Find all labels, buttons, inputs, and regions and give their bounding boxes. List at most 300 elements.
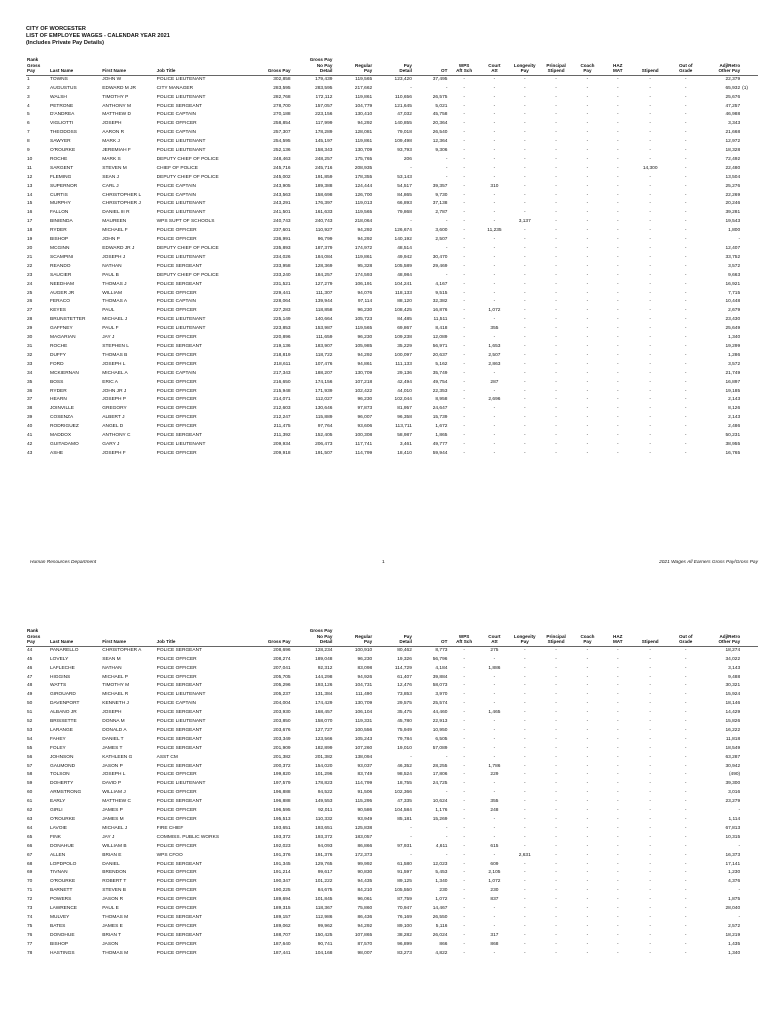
cell-principal-stipend: - (555, 148, 557, 154)
cell-job-title: POLICE SERGEANT (156, 433, 202, 439)
cell-rank: 36 (27, 388, 33, 394)
cell-gross-no-detail: 118,858 (315, 308, 333, 314)
col-header-line: Gross (27, 62, 41, 68)
cell-rank: 5 (27, 112, 30, 118)
cell-stipend: - (649, 754, 651, 760)
cell-adj-retro: 30,321 (725, 683, 741, 689)
cell-pay-detail: 47,032 (397, 112, 412, 118)
cell-wps-aft-sch: - (463, 701, 465, 707)
cell-longevity-pay: - (523, 674, 526, 680)
cell-court-att: 355 (490, 326, 499, 332)
cell-court-att: - (493, 674, 496, 680)
table-row (26, 343, 758, 352)
cell-regular-pay: 107,865 (354, 932, 373, 938)
cell-haz-mat: - (616, 415, 619, 421)
cell-out-of-grade: - (684, 763, 687, 769)
cell-gross-no-detail: 206,473 (315, 441, 333, 447)
cell-out-of-grade: - (684, 174, 687, 180)
cell-job-title: POLICE LIEUTENANT (156, 201, 206, 207)
cell-gross-pay: 231,521 (273, 281, 291, 287)
cell-note (741, 763, 758, 772)
cell-haz-mat: - (616, 85, 619, 91)
cell-note (741, 388, 758, 397)
col-header-wps-aft-sch (448, 57, 479, 75)
cell-longevity-pay: - (523, 825, 526, 831)
cell-gross-no-detail: 145,197 (315, 139, 333, 145)
cell-pay-detail: - (410, 165, 412, 171)
cell-gross-pay: 214,071 (273, 397, 291, 403)
cell-gross-pay: 189,315 (273, 906, 291, 912)
cell-gross-no-detail: 131,384 (315, 692, 333, 698)
table-row (26, 878, 758, 887)
col-header-line: No Pay (316, 62, 333, 68)
cell-gross-no-detail: 183,907 (315, 343, 333, 349)
cell-job-title: POLICE OFFICER (156, 897, 197, 903)
cell-note (741, 852, 758, 861)
cell-rank: 31 (27, 343, 33, 349)
cell-adj-retro: 1,230 (728, 870, 741, 876)
cell-court-att: - (493, 950, 496, 956)
cell-out-of-grade: - (684, 433, 687, 439)
cell-first-name: EDWARD M JR (102, 85, 136, 91)
cell-rank: 43 (27, 450, 33, 456)
cell-note (741, 298, 758, 307)
cell-court-att: - (493, 415, 496, 421)
cell-rank: 20 (27, 246, 33, 251)
col-header-line: Gross (27, 633, 41, 639)
cell-last-name: MCGINN (50, 246, 70, 251)
cell-adj-retro: 1,340 (728, 950, 741, 956)
cell-gross-no-detail: 94,522 (317, 790, 333, 796)
cell-last-name: BATES (50, 923, 66, 929)
cell-gross-no-detail: 101,296 (315, 772, 333, 778)
cell-adj-retro: 9,488 (728, 674, 741, 680)
cell-first-name: ANTHONY C (102, 433, 131, 439)
cell-gross-no-detail: 130,646 (315, 406, 333, 412)
cell-pay-detail: 80,462 (397, 647, 412, 653)
cell-gross-pay: 191,214 (273, 870, 291, 876)
cell-regular-pay: 83,749 (357, 772, 373, 778)
cell-haz-mat: - (616, 923, 619, 929)
cell-job-title: POLICE OFFICER (156, 817, 197, 822)
table-row (26, 325, 758, 334)
cell-job-title: POLICE CAPTAIN (156, 299, 197, 305)
cell-longevity-pay: - (523, 754, 526, 760)
cell-coach-pay: - (586, 424, 589, 430)
table-row (26, 174, 758, 183)
col-header-ot (413, 628, 449, 646)
cell-rank: 26 (27, 299, 33, 305)
col-header-first-name (101, 57, 155, 75)
cell-out-of-grade: - (684, 736, 687, 742)
cell-note (741, 843, 758, 852)
cell-pay-detail: - (410, 85, 412, 91)
cell-gross-pay: 189,157 (273, 914, 291, 920)
table-row (26, 192, 758, 201)
report-subtitle: (Includes Private Pay Details) (26, 40, 105, 46)
cell-court-att: 609 (490, 861, 499, 867)
cell-regular-pay: 119,331 (355, 719, 373, 725)
cell-job-title: POLICE LIEUTENANT (156, 139, 206, 145)
cell-stipend: - (649, 790, 651, 796)
wages-table (26, 628, 758, 959)
cell-coach-pay: - (586, 228, 589, 234)
cell-stipend: - (649, 406, 651, 412)
cell-haz-mat: - (616, 370, 619, 376)
col-header-line: Detail (399, 639, 412, 645)
cell-first-name: DANIEL III R (102, 210, 130, 216)
cell-adj-retro: 14,429 (725, 710, 741, 716)
cell-rank: 58 (27, 772, 33, 778)
table-row (26, 674, 758, 683)
cell-adj-retro: 67,813 (725, 825, 741, 831)
cell-court-att: - (493, 817, 496, 822)
cell-note (741, 807, 758, 816)
cell-rank: 73 (27, 906, 33, 912)
cell-stipend: - (649, 183, 651, 189)
cell-ot: 14,467 (432, 906, 448, 912)
col-header-gross-pay (250, 628, 292, 646)
col-header-line: Pay (27, 68, 36, 74)
cell-coach-pay: - (586, 665, 589, 671)
cell-last-name: O'ROURKE (50, 148, 76, 154)
cell-longevity-pay: - (523, 317, 526, 323)
cell-longevity-pay: - (523, 148, 526, 154)
cell-gross-no-detail: 112,986 (315, 914, 333, 920)
cell-haz-mat: - (616, 183, 619, 189)
cell-regular-pay: 100,308 (354, 433, 373, 439)
cell-out-of-grade: - (684, 450, 687, 456)
cell-out-of-grade: - (684, 941, 687, 947)
cell-job-title: POLICE OFFICER (156, 870, 197, 876)
cell-coach-pay: - (586, 932, 589, 938)
cell-out-of-grade: - (684, 665, 687, 671)
cell-coach-pay: - (586, 415, 589, 421)
cell-gross-pay: 191,345 (273, 861, 291, 867)
cell-haz-mat: - (616, 290, 619, 296)
cell-first-name: MICHAEL J (102, 317, 128, 323)
cell-pay-detail: 61,580 (397, 861, 412, 867)
cell-haz-mat: - (616, 870, 619, 876)
cell-regular-pay: 94,861 (357, 361, 373, 367)
cell-stipend: - (649, 450, 651, 456)
cell-longevity-pay: - (523, 433, 526, 439)
cell-note (741, 861, 758, 870)
cell-rank: 54 (27, 736, 33, 742)
cell-coach-pay: - (586, 754, 589, 760)
cell-gross-no-detail: 111,307 (315, 290, 333, 296)
cell-adj-retro: 7,715 (728, 290, 741, 296)
cell-longevity-pay: - (523, 923, 526, 929)
col-header-ot (413, 57, 449, 75)
cell-coach-pay: - (586, 397, 589, 403)
cell-note (741, 325, 758, 334)
cell-longevity-pay: - (523, 790, 526, 796)
cell-regular-pay: 172,373 (354, 852, 373, 858)
cell-wps-aft-sch: - (463, 647, 465, 653)
cell-pay-detail: - (410, 834, 412, 840)
cell-gross-no-detail: 139,944 (315, 299, 333, 305)
cell-job-title: POLICE OFFICER (156, 772, 197, 778)
cell-regular-pay: 125,838 (354, 825, 373, 831)
cell-haz-mat: - (616, 379, 619, 385)
cell-ot: 866 (439, 941, 448, 947)
cell-job-title: POLICE LIEUTENANT (156, 326, 206, 332)
cell-principal-stipend: - (555, 352, 557, 358)
cell-ot: 58,073 (432, 683, 448, 689)
cell-note (741, 370, 758, 379)
cell-job-title: POLICE SERGEANT (156, 647, 202, 653)
cell-last-name: GIROUARD (50, 692, 76, 698)
cell-gross-no-detail: 150,425 (315, 932, 333, 938)
cell-gross-pay: 196,888 (273, 799, 291, 805)
cell-first-name: NATHAN (102, 263, 122, 269)
cell-gross-no-detail: 96,799 (317, 237, 333, 243)
cell-first-name: JASON R (102, 897, 124, 903)
cell-longevity-pay: - (523, 308, 526, 314)
cell-job-title: POLICE OFFICER (156, 879, 197, 885)
cell-wps-aft-sch: - (463, 192, 465, 198)
cell-note (741, 254, 758, 263)
cell-coach-pay: - (586, 870, 589, 876)
cell-regular-pay: 90,830 (357, 870, 373, 876)
cell-longevity-pay: - (523, 299, 526, 305)
cell-regular-pay: 93,949 (357, 817, 373, 822)
cell-regular-pay: 96,230 (357, 397, 373, 403)
cell-last-name: FLEMING (50, 174, 72, 180)
table-row (26, 263, 758, 272)
cell-ot: 8,418 (435, 326, 448, 332)
cell-gross-pay: 197,579 (273, 781, 291, 787)
cell-haz-mat: - (616, 906, 619, 912)
col-header-line: No Pay (316, 633, 333, 639)
cell-adj-retro: 25,676 (725, 94, 741, 100)
cell-longevity-pay: - (523, 932, 526, 938)
cell-adj-retro: 16,921 (725, 281, 741, 287)
cell-rank: 18 (27, 228, 33, 234)
cell-ot: - (445, 174, 448, 180)
cell-ot: 1,340 (435, 879, 448, 885)
cell-last-name: PANARELLO (50, 647, 79, 653)
cell-court-att: - (493, 156, 496, 162)
cell-ot: - (445, 790, 448, 796)
cell-job-title: POLICE OFFICER (156, 665, 197, 671)
cell-regular-pay: 75,860 (357, 906, 373, 912)
table-row (26, 869, 758, 878)
cell-job-title: POLICE SERGEANT (156, 727, 202, 733)
cell-first-name: JASON (102, 941, 119, 947)
cell-stipend: - (649, 433, 651, 439)
cell-note (741, 441, 758, 450)
cell-first-name: TIMOTHY M (102, 683, 130, 689)
cell-first-name: MATTHEW C (102, 799, 131, 805)
cell-rank: 48 (27, 683, 33, 689)
cell-gross-pay: 278,700 (273, 103, 291, 109)
cell-gross-no-detail: 99,617 (317, 870, 333, 876)
cell-gross-no-detail: 193,651 (315, 825, 333, 831)
cell-pay-detail: 104,241 (394, 281, 412, 287)
cell-stipend: - (649, 174, 651, 180)
cell-coach-pay: - (586, 210, 589, 216)
cell-rank: 42 (27, 441, 33, 447)
cell-wps-aft-sch: - (463, 736, 465, 742)
cell-note (741, 682, 758, 691)
cell-longevity-pay: - (523, 415, 526, 421)
cell-wps-aft-sch: - (463, 914, 465, 920)
cell-stipend: - (649, 817, 651, 822)
cell-out-of-grade: - (684, 210, 687, 216)
cell-out-of-grade: - (684, 281, 687, 287)
cell-stipend: - (649, 656, 651, 662)
cell-court-att: 310 (490, 183, 499, 189)
cell-principal-stipend: - (555, 76, 557, 82)
cell-pay-detail: 35,229 (397, 343, 412, 349)
cell-longevity-pay: - (523, 121, 526, 127)
cell-note (741, 103, 758, 112)
cell-gross-no-detail: 179,439 (315, 76, 333, 82)
cell-rank: 7 (27, 130, 30, 136)
cell-gross-no-detail: 248,257 (315, 156, 333, 162)
cell-note (741, 192, 758, 201)
cell-adj-retro: 1,286 (728, 352, 741, 358)
col-header-note (741, 628, 758, 646)
cell-pay-detail: 140,192 (394, 237, 412, 243)
cell-first-name: THOMAS M (102, 950, 129, 956)
cell-adj-retro: 21,749 (725, 370, 741, 376)
cell-wps-aft-sch: - (463, 745, 465, 751)
cell-gross-no-detail: 154,020 (315, 763, 333, 769)
cell-gross-no-detail: 184,084 (315, 254, 333, 260)
cell-adj-retro: 30,942 (725, 763, 741, 769)
cell-principal-stipend: - (555, 121, 557, 127)
cell-note (741, 754, 758, 763)
cell-note (741, 718, 758, 727)
cell-coach-pay: - (586, 139, 589, 145)
cell-pay-detail: 73,853 (397, 692, 412, 698)
cell-wps-aft-sch: - (463, 817, 465, 822)
cell-principal-stipend: - (555, 94, 557, 100)
cell-principal-stipend: - (555, 799, 557, 805)
cell-job-title: FIRE CHIEF (156, 825, 184, 831)
cell-out-of-grade: - (684, 888, 687, 894)
cell-out-of-grade: - (684, 103, 687, 109)
table-row (26, 450, 758, 459)
cell-first-name: JOSEPH P (102, 397, 127, 403)
cell-regular-pay: 130,709 (354, 148, 373, 154)
cell-haz-mat: - (616, 112, 619, 118)
cell-out-of-grade: - (684, 263, 687, 269)
col-header-line: First Name (102, 639, 127, 645)
cell-haz-mat: - (616, 263, 619, 269)
cell-gross-no-detail: 112,027 (315, 397, 333, 403)
cell-coach-pay: - (586, 745, 589, 751)
cell-rank: 13 (27, 183, 33, 189)
cell-wps-aft-sch: - (463, 335, 465, 341)
cell-principal-stipend: - (555, 719, 557, 725)
cell-pay-detail: 53,143 (397, 174, 412, 180)
cell-adj-retro: - (738, 843, 741, 849)
cell-rank: 66 (27, 843, 33, 849)
cell-job-title: POLICE OFFICER (156, 843, 197, 849)
cell-court-att: 11,235 (487, 228, 502, 234)
cell-out-of-grade: - (684, 317, 687, 323)
cell-regular-pay: 111,490 (355, 692, 373, 698)
cell-wps-aft-sch: - (463, 210, 465, 216)
cell-gross-no-detail: 101,222 (315, 879, 333, 885)
cell-gross-pay: 205,296 (273, 683, 291, 689)
cell-last-name: ASHE (50, 450, 64, 456)
cell-wps-aft-sch: - (463, 219, 465, 225)
cell-rank: 4 (27, 103, 30, 109)
cell-pay-detail: 84,865 (397, 192, 412, 198)
cell-job-title: POLICE OFFICER (156, 808, 197, 814)
cell-adj-retro: 22,269 (725, 192, 741, 198)
col-header-line: Detail (399, 68, 412, 74)
cell-note (741, 798, 758, 807)
cell-adj-retro: 18,146 (725, 701, 741, 707)
cell-ot: 49,754 (432, 379, 448, 385)
cell-stipend: - (649, 85, 651, 91)
cell-coach-pay: - (586, 736, 589, 742)
cell-out-of-grade: - (684, 130, 687, 136)
cell-stipend: - (649, 719, 651, 725)
cell-last-name: COSENZA (50, 415, 74, 421)
table-row (26, 941, 758, 950)
cell-principal-stipend: - (555, 237, 557, 243)
cell-coach-pay: - (586, 254, 589, 260)
cell-adj-retro: 72,492 (725, 156, 741, 162)
cell-stipend: - (649, 388, 651, 394)
col-header-line: Pay (583, 68, 592, 74)
footer-page-number: 1 (382, 560, 385, 565)
cell-regular-pay: 217,662 (354, 85, 373, 91)
cell-last-name: LAVOIE (50, 825, 67, 831)
cell-gross-pay: 234,026 (273, 254, 291, 260)
cell-note (741, 745, 758, 754)
cell-haz-mat: - (616, 254, 619, 260)
cell-haz-mat: - (616, 710, 619, 716)
cell-wps-aft-sch: - (463, 719, 465, 725)
cell-gross-pay: 187,640 (273, 941, 291, 947)
cell-haz-mat: - (616, 406, 619, 412)
cell-stipend: - (649, 156, 651, 162)
cell-last-name: CURTIS (50, 192, 68, 198)
cell-stipend: - (649, 361, 651, 367)
cell-gross-pay: 200,372 (273, 763, 291, 769)
cell-gross-no-detail: 168,457 (315, 710, 333, 716)
col-header-line: Adj/Retro (719, 633, 741, 639)
cell-stipend: - (649, 424, 651, 430)
table-row (26, 843, 758, 852)
cell-court-att: - (493, 781, 496, 787)
cell-principal-stipend: - (555, 326, 557, 332)
col-header-out-of-grade (668, 57, 704, 75)
cell-coach-pay: - (586, 763, 589, 769)
cell-coach-pay: - (586, 825, 589, 831)
cell-principal-stipend: - (555, 450, 557, 456)
header-row (26, 57, 758, 75)
cell-note (741, 316, 758, 325)
cell-coach-pay: - (586, 781, 589, 787)
cell-ot: 3,970 (435, 692, 448, 698)
cell-court-att: 2,507 (488, 352, 501, 358)
cell-stipend: - (649, 228, 651, 234)
cell-pay-detail: 109,498 (394, 139, 412, 145)
cell-last-name: FOLEY (50, 745, 66, 751)
col-header-line: Last Name (50, 68, 74, 74)
cell-last-name: O'ROURKE (50, 879, 76, 885)
cell-out-of-grade: - (684, 674, 687, 680)
